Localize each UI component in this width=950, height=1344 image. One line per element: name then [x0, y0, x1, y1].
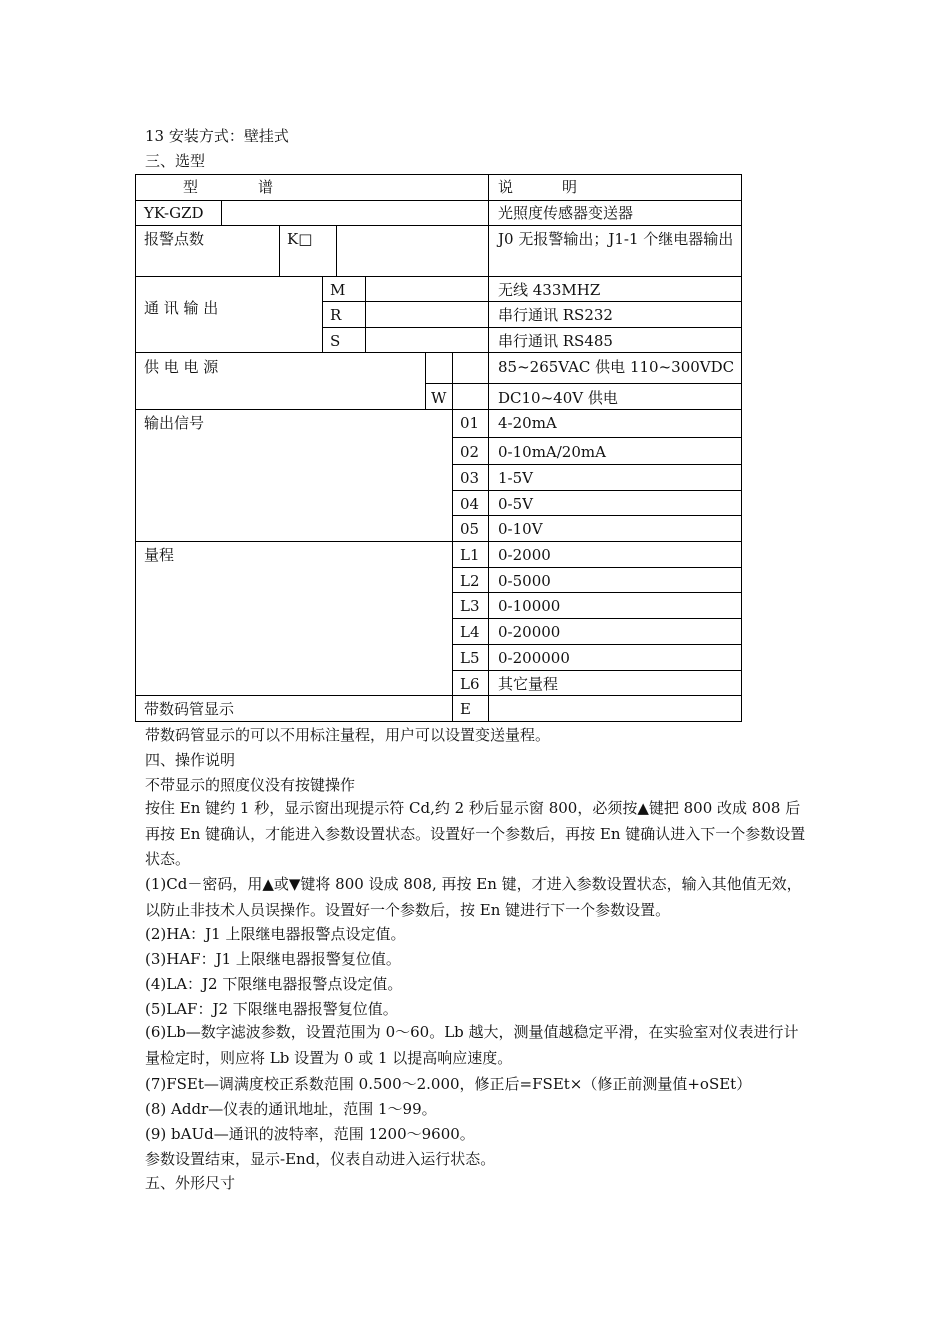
output-code-cell: 04	[460, 495, 480, 513]
comm-label-cell: 通 讯 输 出	[144, 299, 219, 317]
range-code-cell: L6	[460, 675, 480, 693]
power-code-cell: W	[431, 389, 447, 407]
alarm-code-cell: K□	[287, 230, 313, 248]
param-fset-line: (7)FSEt—调满度校正系数范围 0.500～2.000，修正后=FSEt×（修正前测量值+oSEt）	[145, 1075, 752, 1093]
en-key-paragraph: 按住 En 键约 1 秒，显示窗出现提示符 Cd,约 2 秒后显示窗 800，必须按▲键把 800 改成 808 后再按 En 键确认，才能进入参数设置状态。设置好一个参数后，再按 En 键确认进入下一个参数设置状态。	[145, 799, 806, 869]
power-desc-cell: 85~265VAC 供电 110~300VDC	[498, 358, 735, 376]
install-method-line: 13 安装方式：壁挂式	[145, 127, 289, 145]
section-3-heading: 三、选型	[145, 152, 206, 170]
display-code-cell: E	[460, 700, 471, 718]
output-desc-cell: 0-10V	[498, 520, 543, 538]
range-desc-cell: 0-5000	[498, 572, 551, 590]
range-code-cell: L3	[460, 597, 480, 615]
param-laf-line: (5)LAF：J2 下限继电器报警复位值。	[145, 1000, 398, 1018]
comm-desc-cell: 串行通讯 RS485	[498, 332, 613, 350]
range-label-cell: 量程	[144, 546, 175, 564]
param-lb-paragraph: (6)Lb—数字滤波参数，设置范围为 0～60。Lb 越大，测量值越稳定平滑，在实验室对仪表进行计量检定时，则应将 Lb 设置为 0 或 1 以提高响应速度。	[145, 1023, 799, 1067]
table-border	[136, 175, 742, 722]
param-la-line: (4)LA：J2 下限继电器报警点设定值。	[145, 975, 403, 993]
comm-desc-cell: 无线 433MHZ	[498, 281, 601, 299]
range-code-cell: L2	[460, 572, 480, 590]
header-model-char-2: 谱	[258, 178, 274, 196]
param-addr-line: (8) Addr—仪表的通讯地址，范围 1～99。	[145, 1100, 437, 1118]
power-desc-cell: DC10~40V 供电	[498, 389, 618, 407]
param-baud-line: (9) bAUd—通讯的波特率，范围 1200～9600。	[145, 1125, 475, 1143]
power-label-cell: 供 电 电 源	[144, 358, 219, 376]
section-5-heading: 五、外形尺寸	[145, 1174, 236, 1192]
output-code-cell: 05	[460, 520, 480, 538]
range-desc-cell: 其它量程	[498, 675, 559, 693]
output-code-cell: 01	[460, 414, 480, 432]
output-desc-cell: 0-5V	[498, 495, 533, 513]
comm-desc-cell: 串行通讯 RS232	[498, 306, 613, 324]
range-desc-cell: 0-200000	[498, 649, 570, 667]
display-note: 带数码管显示的可以不用标注量程，用户可以设置变送量程。	[145, 726, 551, 744]
comm-code-cell: S	[330, 332, 341, 350]
output-desc-cell: 0-10mA/20mA	[498, 443, 606, 461]
param-cd-paragraph: (1)Cd－密码，用▲或▼键将 800 设成 808, 再按 En 键，才进入参数设置状态，输入其他值无效，以防止非技术人员误操作。设置好一个参数后，按 En 键进行下一个参数设置。	[145, 875, 802, 919]
no-display-note: 不带显示的照度仪没有按键操作	[145, 776, 356, 794]
header-model-char-1: 型	[183, 178, 199, 196]
alarm-label-cell: 报警点数	[144, 230, 205, 248]
header-desc-char-1: 说	[498, 178, 514, 196]
model-desc-cell: 光照度传感器变送器	[498, 204, 634, 222]
range-desc-cell: 0-2000	[498, 546, 551, 564]
range-desc-cell: 0-20000	[498, 623, 561, 641]
range-code-cell: L1	[460, 546, 480, 564]
section-4-heading: 四、操作说明	[145, 751, 236, 769]
param-ha-line: (2)HA：J1 上限继电器报警点设定值。	[145, 925, 406, 943]
comm-code-cell: R	[330, 306, 342, 324]
header-desc-char-2: 明	[562, 178, 578, 196]
settings-end-line: 参数设置结束，显示-End，仪表自动进入运行状态。	[145, 1150, 496, 1168]
output-code-cell: 02	[460, 443, 480, 461]
output-desc-cell: 1-5V	[498, 469, 533, 487]
output-code-cell: 03	[460, 469, 480, 487]
range-desc-cell: 0-10000	[498, 597, 561, 615]
range-code-cell: L5	[460, 649, 480, 667]
model-name-cell: YK-GZD	[144, 204, 204, 222]
output-label-cell: 输出信号	[144, 414, 205, 432]
range-code-cell: L4	[460, 623, 480, 641]
alarm-desc-cell: J0 无报警输出；J1-1 个继电器输出	[498, 230, 734, 248]
comm-code-cell: M	[330, 281, 346, 299]
param-haf-line: (3)HAF：J1 上限继电器报警复位值。	[145, 950, 401, 968]
display-label-cell: 带数码管显示	[144, 700, 235, 718]
output-desc-cell: 4-20mA	[498, 414, 557, 432]
